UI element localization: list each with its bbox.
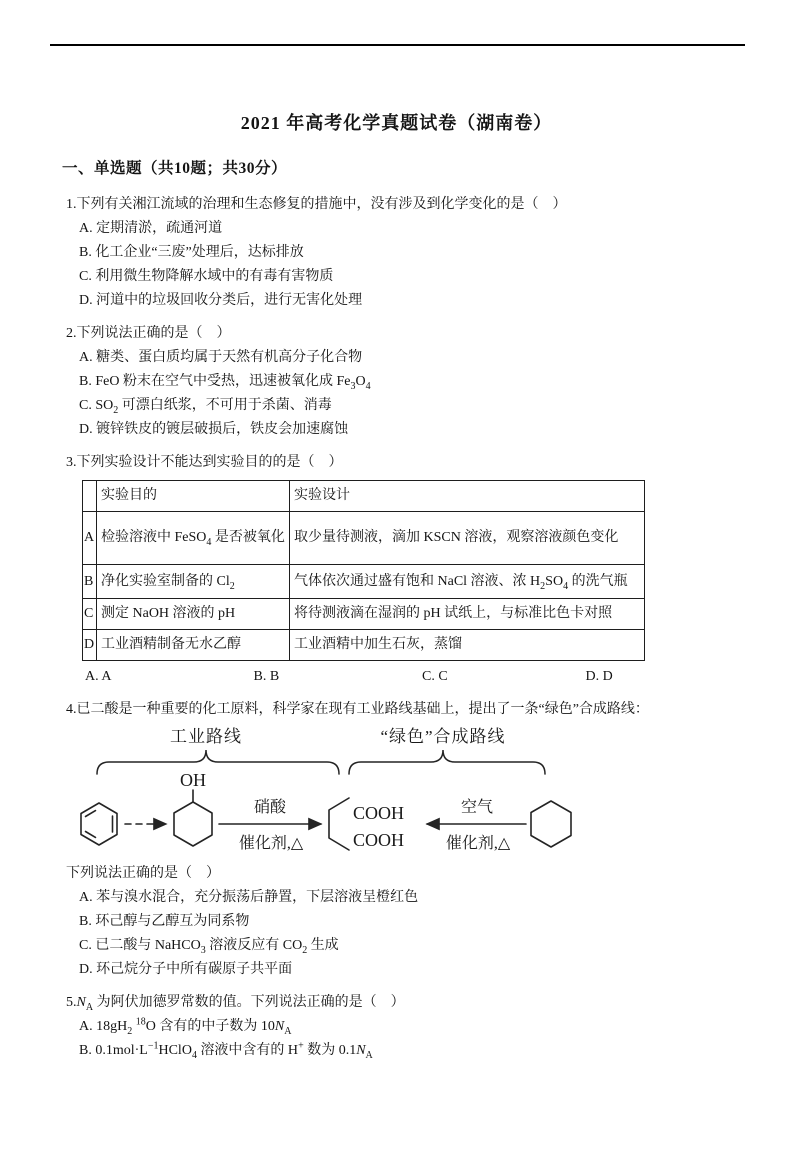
row-purpose: 工业酒精制备无水乙醇 <box>97 630 290 661</box>
question-1-stem: 1.下列有关湘江流域的治理和生态修复的措施中，没有涉及到化学变化的是（ ） <box>66 197 567 212</box>
question-3-option-c: C. C <box>422 669 448 684</box>
industrial-route-brace <box>97 750 339 774</box>
table-row <box>83 565 645 599</box>
question-1-option-d: D. 河道中的垃圾回收分类后，进行无害化处理 <box>79 293 363 308</box>
question-4-option-b: B. 环己醇与乙醇互为同系物 <box>79 914 250 929</box>
hydroxyl-label: OH <box>180 770 206 790</box>
table-row <box>83 599 645 630</box>
question-4-option-a: A. 苯与溴水混合，充分振荡后静置，下层溶液呈橙红色 <box>79 890 419 905</box>
section-heading: 一、单选题（共10题；共30分） <box>62 160 288 177</box>
cooh-bottom-label: COOH <box>353 830 405 850</box>
question-2-option-b: B. FeO 粉末在空气中受热，迅速被氧化成 $Fe_3O_4$ <box>79 374 371 392</box>
row-label: A <box>83 512 97 565</box>
table-row <box>83 512 645 565</box>
question-1 <box>66 193 753 313</box>
green-route-brace <box>349 750 545 774</box>
row-design: 取少量待测液，滴加 KSCN 溶液，观察溶液颜色变化 <box>290 512 645 565</box>
question-3-option-d: D. D <box>585 669 613 684</box>
question-3-option-b: B. B <box>253 669 280 684</box>
page-title: 2021 年高考化学真题试卷（湖南卷） <box>240 113 553 133</box>
air-arrow <box>427 798 526 852</box>
row-purpose: 净化实验室制备的 $Cl_2$ <box>97 565 290 599</box>
cyclohexane-structure <box>531 801 571 847</box>
question-3-option-a: A. A <box>85 669 112 684</box>
table-header-blank <box>83 481 97 512</box>
synthesis-route-diagram <box>78 724 638 862</box>
nitric-acid-arrow <box>219 798 321 852</box>
question-4-option-d: D. 环己烷分子中所有碳原子共平面 <box>79 962 293 977</box>
question-5-option-b: B. $0.1mol\cdot L^{-1}HClO_4$ 溶液中含有的 H+ 数为 $0.1N_A$ <box>79 1040 373 1061</box>
question-3 <box>66 451 753 689</box>
adipic-acid-structure <box>329 798 404 850</box>
question-4-option-c: C. 已二酸与 NaHCO$_3$ 溶液反应有 $CO_2$ 生成 <box>79 938 339 956</box>
question-5-stem: $5.N_A$ 为阿伏加德罗常数的值。下列说法正确的是（ ） <box>66 995 405 1013</box>
green-route-label: “绿色”合成路线 <box>380 727 506 746</box>
question-2-option-d: D. 镀锌铁皮的镀层破损后，铁皮会加速腐蚀 <box>79 422 349 437</box>
question-1-option-c: C. 利用微生物降解水域中的有毒有害物质 <box>79 269 334 284</box>
question-2-stem: 2.下列说法正确的是（ ） <box>66 326 231 341</box>
benzene-structure <box>81 803 117 845</box>
question-4-substem: 下列说法正确的是（ ） <box>66 866 220 881</box>
table-header-row <box>83 481 645 512</box>
row-design: 工业酒精中加生石灰，蒸馏 <box>290 630 645 661</box>
question-4-stem: 4.已二酸是一种重要的化工原料，科学家在现有工业路线基础上，提出了一条“绿色”合成路线： <box>66 702 649 717</box>
question-2-option-a: A. 糖类、蛋白质均属于天然有机高分子化合物 <box>79 350 363 365</box>
row-design: 气体依次通过盛有饱和 NaCl 溶液、浓 $H_2SO_4$ 的洗气瓶 <box>290 565 645 599</box>
question-5-option-a: A. $18gH_2$ $^{18}$O 含有的中子数为 $10N_A$ <box>79 1016 292 1037</box>
row-purpose: 测定 NaOH 溶液的 pH <box>97 599 290 630</box>
industrial-route-label: 工业路线 <box>170 727 242 746</box>
air-reagent-label: 空气 <box>460 799 494 816</box>
question-1-option-a: A. 定期清淤，疏通河道 <box>79 221 223 236</box>
row-label: D <box>83 630 97 661</box>
question-5 <box>66 991 753 1063</box>
question-4 <box>66 698 753 982</box>
exam-paper-page <box>0 44 793 1166</box>
table-row <box>83 630 645 661</box>
table-header-purpose: 实验目的 <box>97 481 290 512</box>
question-2 <box>66 322 753 442</box>
header-divider <box>50 44 745 46</box>
nitric-acid-reagent-label: 硝酸 <box>253 799 287 816</box>
nitric-catalyst-label: 催化剂,△ <box>238 835 304 852</box>
question-3-stem: 3.下列实验设计不能达到实验目的的是（ ） <box>66 455 343 470</box>
air-catalyst-label: 催化剂,△ <box>445 835 511 852</box>
experiment-design-table <box>82 480 645 661</box>
question-2-option-c: C. $SO_2$ 可漂白纸浆，不可用于杀菌、消毒 <box>79 398 332 416</box>
question-3-answer-options <box>66 665 753 689</box>
row-label: B <box>83 565 97 599</box>
cyclohexanol-structure <box>174 770 212 846</box>
cooh-top-label: COOH <box>353 803 405 823</box>
table-header-design: 实验设计 <box>290 481 645 512</box>
row-purpose: 检验溶液中 FeSO$_4$ 是否被氧化 <box>97 512 290 565</box>
row-label: C <box>83 599 97 630</box>
question-1-option-b: B. 化工企业“三废”处理后，达标排放 <box>79 245 304 260</box>
row-design: 将待测液滴在湿润的 pH 试纸上，与标准比色卡对照 <box>290 599 645 630</box>
